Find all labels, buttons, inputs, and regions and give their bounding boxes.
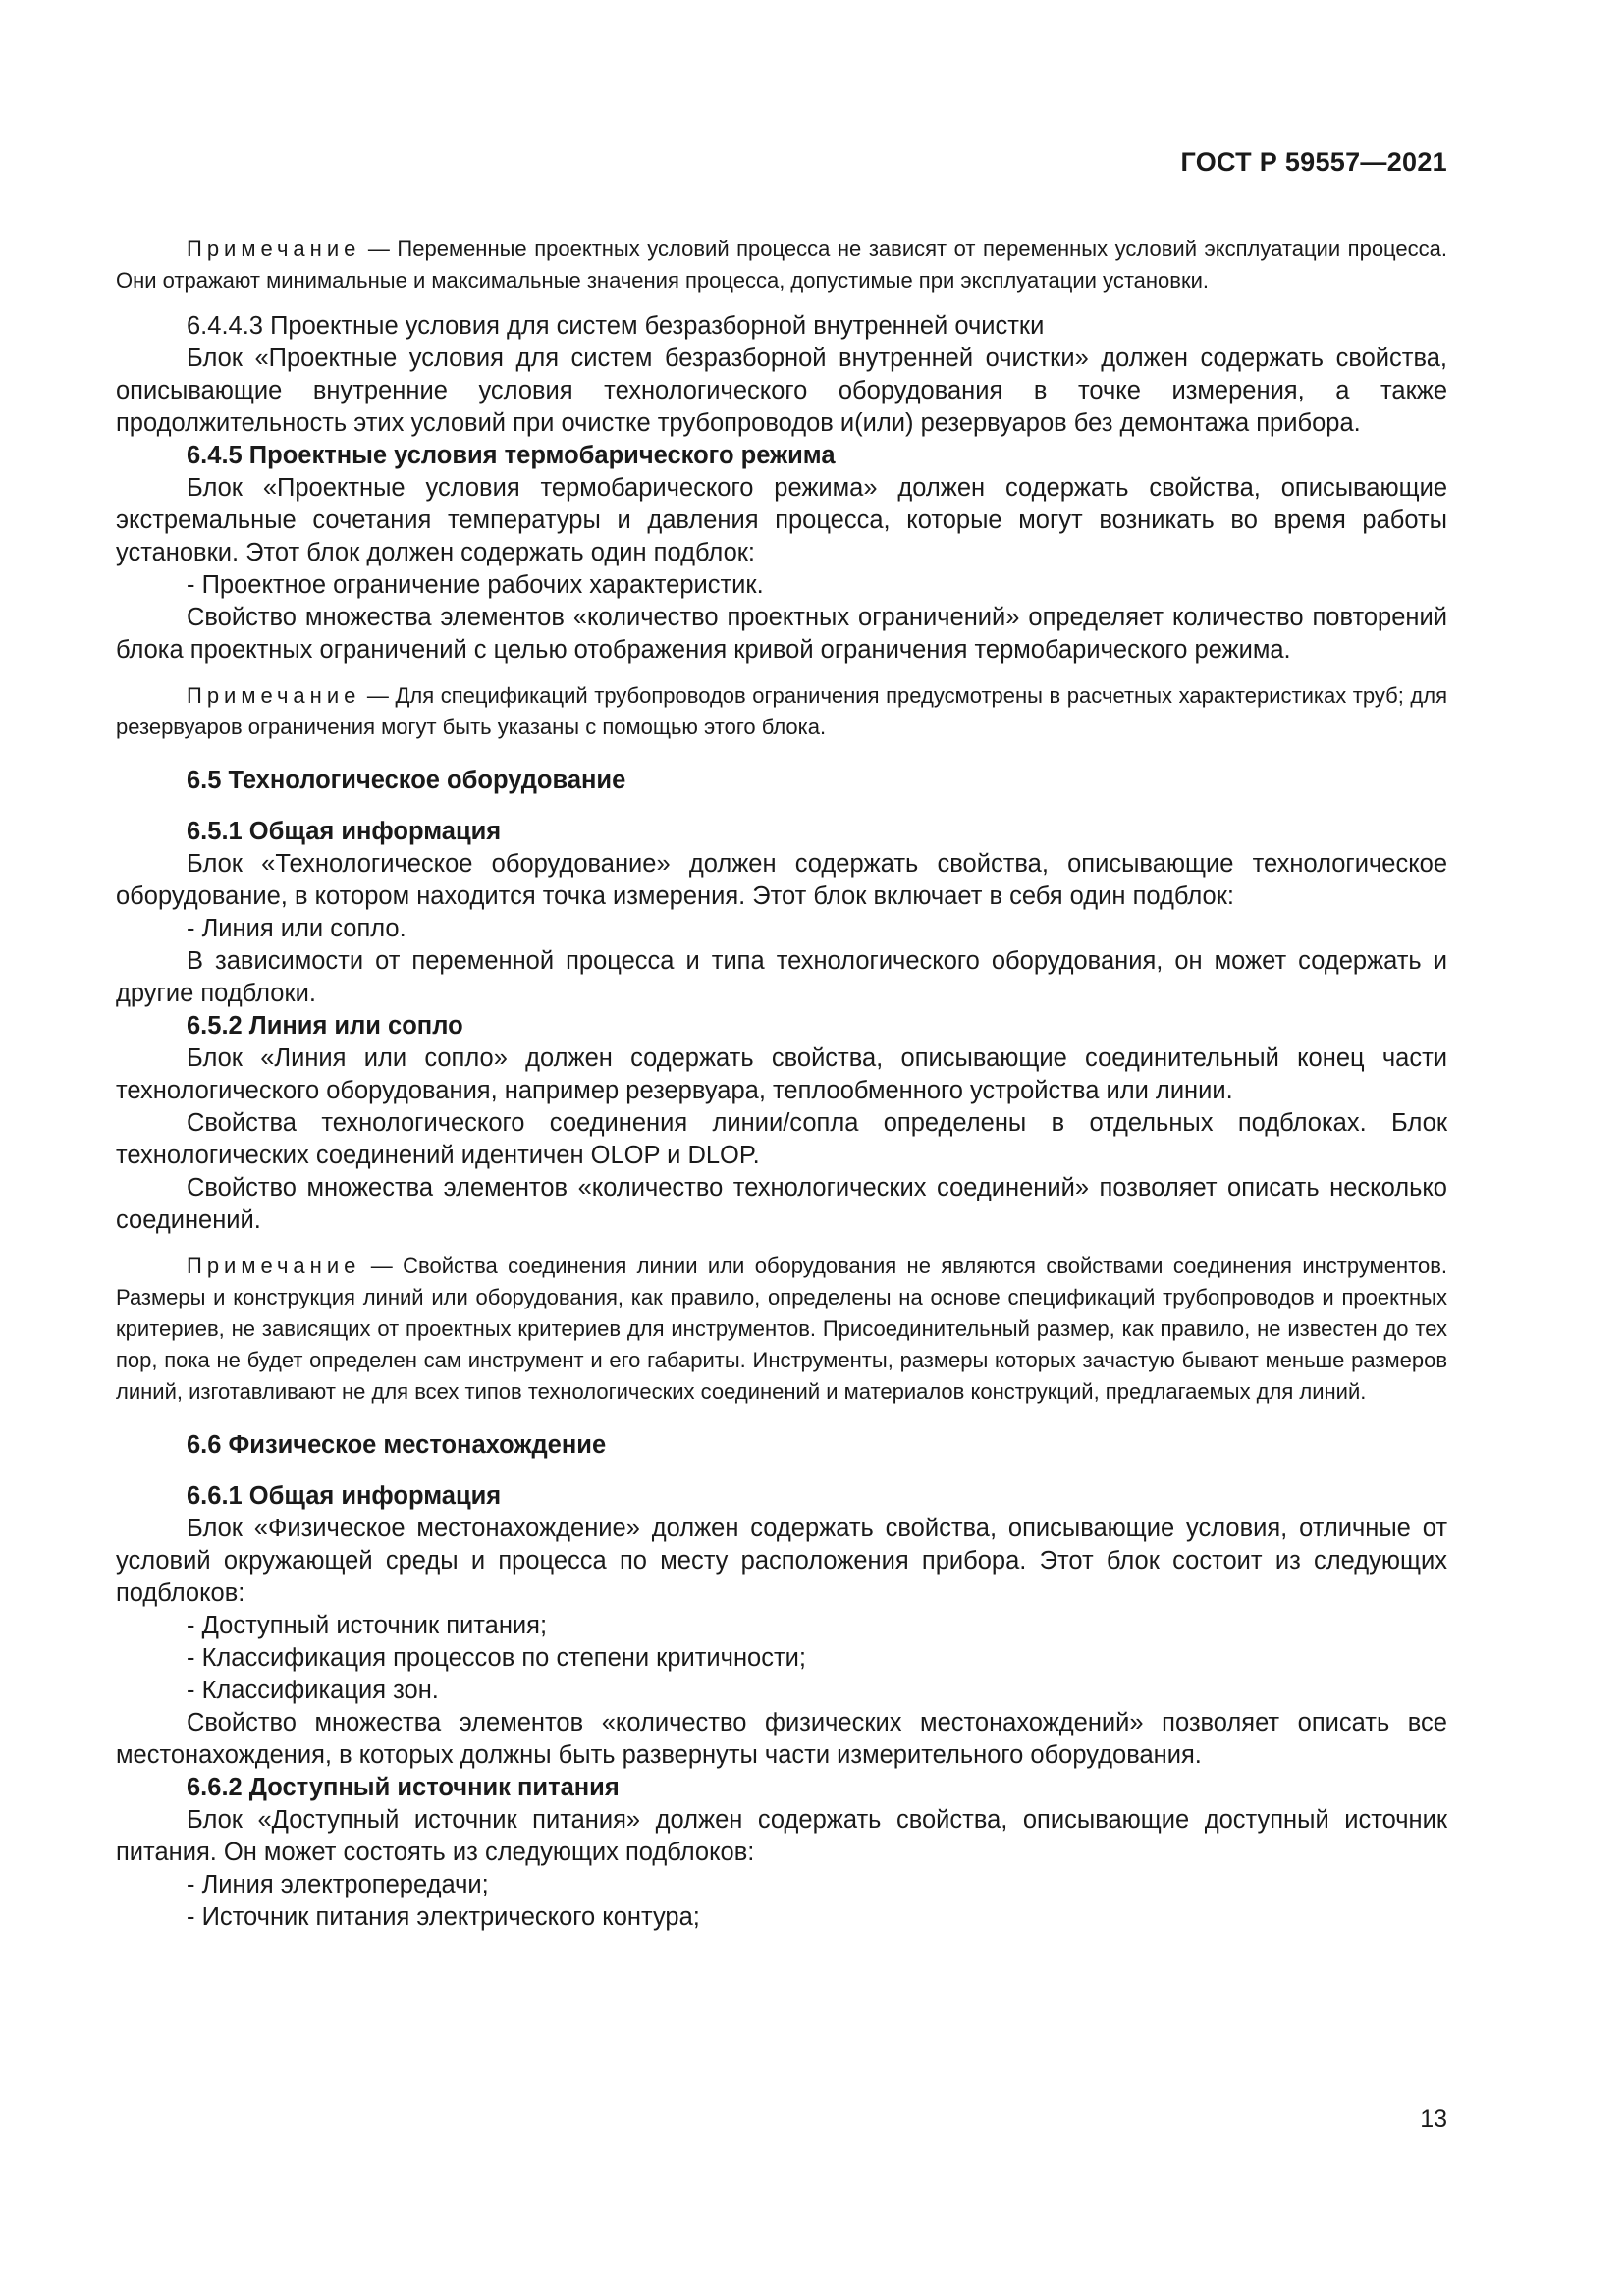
note-text: — Для спецификаций трубопроводов ограничения предусмотрены в расчетных характеристиках труб; для резервуаров ограничения могут быть указаны с помощью этого блока. (116, 683, 1447, 739)
section-6-4-4-3-title: 6.4.4.3 Проектные условия для систем безразборной внутренней очистки (187, 312, 1045, 340)
list-item: - Классификация процессов по степени критичности; (187, 1644, 806, 1672)
section-6-5-2-heading: 6.5.2 Линия или сопло (187, 1012, 463, 1040)
list-item: - Источник питания электрического контура; (187, 1903, 700, 1931)
section-6-5-1-paragraph-1: Блок «Технологическое оборудование» должен содержать свойства, описывающие технологическое оборудование, в котором находится точка измерения. Этот блок включает в себя один подблок: (116, 850, 1447, 910)
list-item: - Классификация зон. (187, 1677, 439, 1704)
section-6-5-1-heading: 6.5.1 Общая информация (187, 818, 502, 845)
list-item: - Проектное ограничение рабочих характеристик. (187, 571, 764, 599)
section-6-4-4-3-paragraph: Блок «Проектные условия для систем безразборной внутренней очистки» должен содержать свойства, описывающие внутренние условия технологического оборудования в точке измерения, а также продолжительность этих условий при очистке трубопроводов и(или) резервуаров без демонтажа прибора. (116, 345, 1447, 437)
note-label: Примечание (187, 683, 361, 708)
page-body (116, 220, 1447, 1934)
section-6-4-5-paragraph-1: Блок «Проектные условия термобарического режима» должен содержать свойства, описывающие экстремальные сочетания температуры и давления процесса, которые могут возникать во время работы установки. Этот блок должен содержать один подблок: (116, 474, 1447, 566)
note-text: — Переменные проектных условий процесса не зависят от переменных условий эксплуатации процесса. Они отражают минимальные и максимальные значения процесса, допустимые при эксплуатации установки. (116, 237, 1447, 293)
document-header: ГОСТ Р 59557—2021 (1180, 147, 1447, 177)
list-item: - Доступный источник питания; (187, 1612, 548, 1639)
list-item: - Линия электропередачи; (187, 1871, 489, 1898)
section-6-4-5-heading: 6.4.5 Проектные условия термобарического режима (187, 442, 836, 469)
section-6-6-1-paragraph-2: Свойство множества элементов «количество физических местонахождений» позволяет описать все местонахождения, в которых должны быть развернуты части измерительного оборудования. (116, 1709, 1447, 1769)
section-6-5-heading: 6.5 Технологическое оборудование (187, 767, 626, 794)
section-6-5-2-paragraph-2: Свойства технологического соединения линии/сопла определены в отдельных подблоках. Блок технологических соединений идентичен OLOP и DLOP. (116, 1109, 1447, 1169)
section-6-4-5-paragraph-2: Свойство множества элементов «количество проектных ограничений» определяет количество повторений блока проектных ограничений с целью отображения кривой ограничения термобарического режима. (116, 604, 1447, 664)
page-number: 13 (1420, 2106, 1447, 2133)
note-3 (116, 1251, 1447, 1408)
section-6-5-1-paragraph-2: В зависимости от переменной процесса и типа технологического оборудования, он может содержать и другие подблоки. (116, 947, 1447, 1007)
note-label: Примечание (187, 1254, 361, 1278)
note-1 (116, 234, 1447, 296)
section-6-5-2-paragraph-3: Свойство множества элементов «количество технологических соединений» позволяет описать несколько соединений. (116, 1174, 1447, 1234)
section-6-6-1-paragraph-1: Блок «Физическое местонахождение» должен содержать свойства, описывающие условия, отличные от условий окружающей среды и процесса по месту расположения прибора. Этот блок состоит из следующих подблоков: (116, 1515, 1447, 1607)
section-6-5-2-paragraph-1: Блок «Линия или сопло» должен содержать свойства, описывающие соединительный конец части технологического оборудования, например резервуара, теплообменного устройства или линии. (116, 1044, 1447, 1104)
list-item: - Линия или сопло. (187, 915, 406, 942)
note-label: Примечание (187, 237, 361, 261)
note-text: — Свойства соединения линии или оборудования не являются свойствами соединения инструментов. Размеры и конструкция линий или оборудования, как правило, определены на основе спецификаций трубопроводов и проектных критериев, не зависящих от проектных критериев для инструментов. Присоединительный размер, как правило, не известен до тех пор, пока не будет определен сам инструмент и его габариты. Инструменты, размеры которых зачастую бывают меньше размеров линий, изготавливают не для всех типов технологических соединений и материалов конструкций, предлагаемых для линий. (116, 1254, 1447, 1404)
note-2 (116, 680, 1447, 743)
section-6-6-heading: 6.6 Физическое местонахождение (187, 1431, 607, 1459)
section-6-6-2-heading: 6.6.2 Доступный источник питания (187, 1774, 620, 1801)
section-6-6-1-heading: 6.6.1 Общая информация (187, 1482, 502, 1510)
section-6-6-2-paragraph-1: Блок «Доступный источник питания» должен содержать свойства, описывающие доступный источник питания. Он может состоять из следующих подблоков: (116, 1806, 1447, 1866)
